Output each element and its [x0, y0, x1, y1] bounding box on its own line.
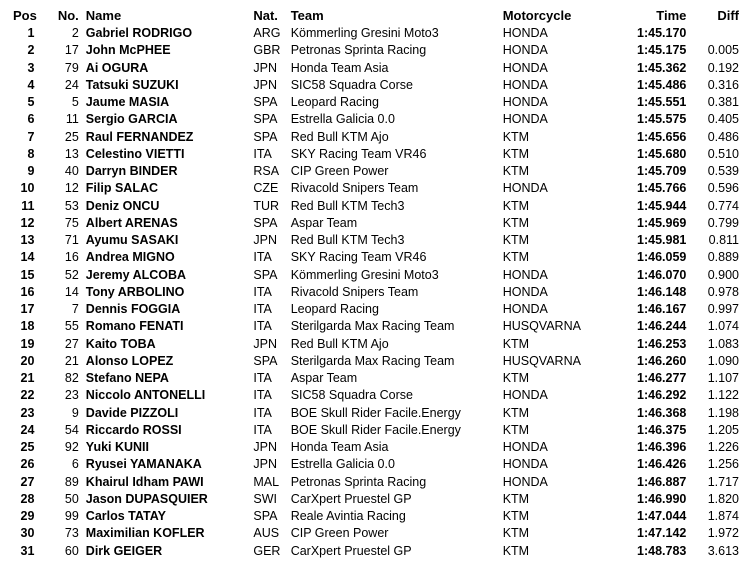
- cell-pos: 7: [27, 129, 35, 144]
- header-time: Time: [656, 8, 687, 23]
- cell-time: 1:46.375: [637, 422, 687, 437]
- cell-pos: 11: [21, 198, 35, 213]
- cell-pos: 4: [27, 77, 35, 92]
- table-row: [0, 163, 745, 180]
- cell-time: 1:46.887: [637, 474, 687, 489]
- cell-motorcycle: HUSQVARNA: [502, 353, 581, 368]
- cell-team: Red Bull KTM Tech3: [290, 198, 405, 213]
- cell-nat: JPN: [253, 457, 277, 472]
- cell-pos: 28: [20, 491, 35, 506]
- cell-pos: 3: [27, 60, 35, 75]
- cell-team: Leopard Racing: [290, 302, 379, 317]
- cell-nat: SWI: [253, 491, 277, 506]
- cell-no: 55: [64, 319, 79, 334]
- cell-nat: JPN: [253, 60, 277, 75]
- cell-no: 54: [64, 422, 79, 437]
- header-nat: Nat.: [253, 8, 278, 23]
- cell-motorcycle: KTM: [502, 526, 530, 541]
- cell-diff: 0.405: [707, 112, 739, 127]
- cell-no: 16: [64, 250, 79, 265]
- cell-no: 6: [71, 457, 79, 472]
- cell-name: Filip SALAC: [85, 181, 159, 196]
- cell-no: 52: [64, 267, 79, 282]
- cell-name: Alonso LOPEZ: [85, 353, 174, 368]
- cell-nat: ITA: [253, 146, 272, 161]
- table-row: [0, 25, 745, 42]
- cell-nat: SPA: [253, 129, 278, 144]
- cell-name: Tatsuki SUZUKI: [85, 77, 179, 92]
- cell-name: Davide PIZZOLI: [85, 405, 179, 420]
- cell-no: 11: [65, 112, 79, 127]
- table-row: [0, 543, 745, 560]
- cell-no: 27: [64, 336, 79, 351]
- cell-diff: 1.122: [707, 388, 739, 403]
- header-team: Team: [290, 8, 324, 23]
- cell-pos: 21: [20, 371, 35, 386]
- cell-diff: 1.226: [707, 440, 739, 455]
- cell-no: 12: [64, 181, 79, 196]
- table-row: [0, 146, 745, 163]
- cell-no: 89: [64, 474, 79, 489]
- cell-team: Honda Team Asia: [290, 440, 389, 455]
- cell-motorcycle: HONDA: [502, 112, 548, 127]
- cell-pos: 31: [20, 543, 35, 558]
- cell-diff: 0.596: [707, 181, 739, 196]
- cell-nat: ITA: [253, 371, 272, 386]
- cell-diff: 0.774: [707, 198, 739, 213]
- cell-pos: 27: [20, 474, 35, 489]
- cell-no: 92: [64, 440, 79, 455]
- cell-motorcycle: HONDA: [502, 60, 548, 75]
- cell-pos: 5: [27, 95, 35, 110]
- table-header: [0, 6, 745, 25]
- cell-nat: ITA: [253, 284, 272, 299]
- table-row: [0, 422, 745, 439]
- table-row: [0, 387, 745, 404]
- cell-no: 50: [64, 491, 79, 506]
- cell-nat: ITA: [253, 319, 272, 334]
- table-row: [0, 249, 745, 266]
- cell-motorcycle: HONDA: [502, 26, 548, 41]
- cell-diff: 1.074: [707, 319, 739, 334]
- cell-nat: ARG: [253, 26, 281, 41]
- cell-pos: 9: [27, 164, 35, 179]
- cell-diff: 0.799: [707, 215, 739, 230]
- cell-team: Honda Team Asia: [290, 60, 389, 75]
- cell-name: Jaume MASIA: [85, 95, 170, 110]
- cell-time: 1:45.551: [637, 95, 687, 110]
- cell-time: 1:45.362: [637, 60, 687, 75]
- cell-nat: CZE: [253, 181, 279, 196]
- cell-no: 21: [64, 353, 79, 368]
- cell-pos: 20: [20, 353, 35, 368]
- cell-name: Niccolo ANTONELLI: [85, 388, 206, 403]
- cell-no: 7: [71, 302, 79, 317]
- cell-nat: AUS: [253, 526, 280, 541]
- table-row: [0, 370, 745, 387]
- cell-name: Yuki KUNII: [85, 440, 150, 455]
- cell-nat: SPA: [253, 509, 278, 524]
- table-row: [0, 60, 745, 77]
- cell-time: 1:46.244: [637, 319, 687, 334]
- cell-name: Riccardo ROSSI: [85, 422, 182, 437]
- cell-team: Red Bull KTM Ajo: [290, 336, 389, 351]
- cell-pos: 13: [20, 233, 35, 248]
- cell-nat: ITA: [253, 422, 272, 437]
- cell-diff: 1.205: [707, 422, 739, 437]
- table-body: [0, 25, 745, 560]
- cell-team: Estrella Galicia 0.0: [290, 457, 395, 472]
- cell-team: Aspar Team: [290, 215, 358, 230]
- cell-time: 1:46.426: [637, 457, 687, 472]
- cell-motorcycle: KTM: [502, 129, 530, 144]
- table-row: [0, 525, 745, 542]
- cell-motorcycle: HUSQVARNA: [502, 319, 581, 334]
- cell-team: SIC58 Squadra Corse: [290, 77, 413, 92]
- cell-motorcycle: KTM: [502, 491, 530, 506]
- cell-no: 75: [64, 215, 79, 230]
- cell-pos: 8: [27, 146, 35, 161]
- table-row: [0, 301, 745, 318]
- cell-pos: 1: [27, 26, 35, 41]
- table-row: [0, 77, 745, 94]
- cell-diff: 1.972: [707, 526, 739, 541]
- cell-no: 60: [64, 543, 79, 558]
- cell-team: Petronas Sprinta Racing: [290, 43, 427, 58]
- cell-team: Sterilgarda Max Racing Team: [290, 319, 455, 334]
- cell-team: Kömmerling Gresini Moto3: [290, 267, 439, 282]
- cell-name: Jeremy ALCOBA: [85, 267, 187, 282]
- cell-time: 1:46.260: [637, 353, 687, 368]
- cell-diff: 1.083: [707, 336, 739, 351]
- cell-pos: 19: [20, 336, 35, 351]
- cell-diff: 0.539: [707, 164, 739, 179]
- cell-no: 13: [64, 146, 79, 161]
- cell-team: BOE Skull Rider Facile.Energy: [290, 422, 461, 437]
- cell-nat: SPA: [253, 215, 278, 230]
- cell-motorcycle: KTM: [502, 543, 530, 558]
- cell-name: Maximilian KOFLER: [85, 526, 205, 541]
- cell-pos: 14: [20, 250, 35, 265]
- cell-team: CarXpert Pruestel GP: [290, 543, 412, 558]
- cell-pos: 6: [27, 112, 35, 127]
- cell-name: Celestino VIETTI: [85, 146, 185, 161]
- cell-name: Andrea MIGNO: [85, 250, 175, 265]
- cell-pos: 16: [20, 284, 35, 299]
- table-row: [0, 456, 745, 473]
- cell-nat: ITA: [253, 250, 272, 265]
- cell-pos: 2: [27, 43, 35, 58]
- cell-name: John McPHEE: [85, 43, 171, 58]
- cell-no: 17: [64, 43, 79, 58]
- cell-name: Tony ARBOLINO: [85, 284, 185, 299]
- header-no: No.: [57, 8, 79, 23]
- cell-name: Carlos TATAY: [85, 509, 166, 524]
- cell-motorcycle: KTM: [502, 233, 530, 248]
- table-row: [0, 353, 745, 370]
- cell-team: Petronas Sprinta Racing: [290, 474, 427, 489]
- cell-time: 1:45.944: [637, 198, 687, 213]
- cell-time: 1:46.167: [637, 302, 687, 317]
- cell-pos: 23: [20, 405, 35, 420]
- cell-time: 1:45.680: [637, 146, 687, 161]
- header-name: Name: [85, 8, 122, 23]
- cell-motorcycle: KTM: [502, 250, 530, 265]
- cell-motorcycle: KTM: [502, 509, 530, 524]
- cell-time: 1:45.486: [637, 77, 687, 92]
- cell-motorcycle: KTM: [502, 422, 530, 437]
- table-row: [0, 198, 745, 215]
- cell-name: Jason DUPASQUIER: [85, 491, 208, 506]
- cell-time: 1:45.766: [637, 181, 687, 196]
- table-row: [0, 267, 745, 284]
- cell-name: Kaito TOBA: [85, 336, 156, 351]
- cell-diff: 0.486: [707, 129, 739, 144]
- cell-no: 25: [64, 129, 79, 144]
- cell-diff: 3.613: [707, 543, 739, 558]
- cell-pos: 30: [20, 526, 35, 541]
- table-row: [0, 215, 745, 232]
- cell-name: Gabriel RODRIGO: [85, 26, 193, 41]
- cell-team: Leopard Racing: [290, 95, 379, 110]
- cell-time: 1:46.396: [637, 440, 687, 455]
- cell-time: 1:46.070: [637, 267, 687, 282]
- cell-diff: 0.510: [707, 146, 739, 161]
- cell-motorcycle: HONDA: [502, 474, 548, 489]
- cell-pos: 18: [20, 319, 35, 334]
- cell-time: 1:45.575: [637, 112, 687, 127]
- header-pos: Pos: [13, 8, 37, 23]
- table-row: [0, 111, 745, 128]
- results-table: [0, 6, 745, 560]
- cell-motorcycle: HONDA: [502, 267, 548, 282]
- cell-pos: 10: [20, 181, 35, 196]
- cell-team: Estrella Galicia 0.0: [290, 112, 395, 127]
- cell-name: Dirk GEIGER: [85, 543, 163, 558]
- cell-motorcycle: KTM: [502, 371, 530, 386]
- cell-nat: SPA: [253, 95, 278, 110]
- cell-time: 1:46.368: [637, 405, 687, 420]
- cell-time: 1:46.292: [637, 388, 687, 403]
- cell-nat: MAL: [253, 474, 280, 489]
- table-row: [0, 180, 745, 197]
- cell-time: 1:48.783: [637, 543, 687, 558]
- table-row: [0, 318, 745, 335]
- cell-team: Rivacold Snipers Team: [290, 181, 419, 196]
- cell-time: 1:46.148: [637, 284, 687, 299]
- cell-time: 1:46.277: [637, 371, 687, 386]
- table-row: [0, 129, 745, 146]
- cell-no: 82: [64, 371, 79, 386]
- cell-diff: 1.107: [707, 371, 739, 386]
- table-row: [0, 405, 745, 422]
- cell-nat: TUR: [253, 198, 280, 213]
- cell-no: 99: [64, 509, 79, 524]
- cell-pos: 25: [20, 440, 35, 455]
- table-row: [0, 284, 745, 301]
- cell-team: SKY Racing Team VR46: [290, 146, 427, 161]
- cell-diff: 0.811: [708, 233, 739, 248]
- cell-motorcycle: HONDA: [502, 43, 548, 58]
- cell-no: 79: [64, 60, 79, 75]
- cell-nat: ITA: [253, 302, 272, 317]
- cell-nat: RSA: [253, 164, 280, 179]
- cell-name: Dennis FOGGIA: [85, 302, 181, 317]
- cell-time: 1:45.981: [637, 233, 687, 248]
- cell-name: Stefano NEPA: [85, 371, 169, 386]
- cell-team: Red Bull KTM Ajo: [290, 129, 389, 144]
- cell-diff: 0.316: [707, 77, 739, 92]
- cell-time: 1:47.142: [637, 526, 687, 541]
- cell-team: CarXpert Pruestel GP: [290, 491, 412, 506]
- cell-team: SKY Racing Team VR46: [290, 250, 427, 265]
- table-row: [0, 42, 745, 59]
- cell-pos: 29: [20, 509, 35, 524]
- cell-nat: GBR: [253, 43, 281, 58]
- cell-no: 9: [71, 405, 79, 420]
- table-row: [0, 474, 745, 491]
- cell-no: 14: [64, 284, 79, 299]
- cell-name: Sergio GARCIA: [85, 112, 178, 127]
- cell-motorcycle: HONDA: [502, 302, 548, 317]
- cell-diff: 0.889: [707, 250, 739, 265]
- cell-time: 1:45.969: [637, 215, 687, 230]
- cell-nat: ITA: [253, 405, 272, 420]
- header-motorcycle: Motorcycle: [502, 8, 572, 23]
- cell-nat: JPN: [253, 233, 277, 248]
- table-row: [0, 94, 745, 111]
- cell-no: 53: [64, 198, 79, 213]
- cell-diff: 1.256: [707, 457, 739, 472]
- cell-motorcycle: KTM: [502, 198, 530, 213]
- cell-motorcycle: HONDA: [502, 181, 548, 196]
- cell-team: CIP Green Power: [290, 164, 389, 179]
- cell-nat: SPA: [253, 267, 278, 282]
- cell-team: BOE Skull Rider Facile.Energy: [290, 405, 461, 420]
- cell-team: CIP Green Power: [290, 526, 389, 541]
- cell-diff: 0.997: [707, 302, 739, 317]
- cell-team: Red Bull KTM Tech3: [290, 233, 405, 248]
- cell-no: 73: [64, 526, 79, 541]
- cell-team: Rivacold Snipers Team: [290, 284, 419, 299]
- cell-motorcycle: KTM: [502, 215, 530, 230]
- cell-time: 1:45.175: [637, 43, 687, 58]
- cell-no: 23: [64, 388, 79, 403]
- cell-name: Ai OGURA: [85, 60, 149, 75]
- cell-diff: 0.978: [707, 284, 739, 299]
- table-row: [0, 232, 745, 249]
- cell-nat: JPN: [253, 440, 277, 455]
- cell-time: 1:47.044: [637, 509, 687, 524]
- cell-name: Romano FENATI: [85, 319, 184, 334]
- cell-no: 40: [64, 164, 79, 179]
- cell-diff: 0.005: [707, 43, 739, 58]
- cell-time: 1:45.709: [637, 164, 687, 179]
- cell-no: 71: [64, 233, 79, 248]
- cell-name: Khairul Idham PAWI: [85, 474, 204, 489]
- cell-time: 1:45.656: [637, 129, 687, 144]
- cell-diff: 1.198: [707, 405, 739, 420]
- cell-nat: JPN: [253, 77, 277, 92]
- cell-motorcycle: HONDA: [502, 440, 548, 455]
- cell-motorcycle: HONDA: [502, 388, 548, 403]
- cell-time: 1:46.253: [637, 336, 687, 351]
- cell-nat: SPA: [253, 112, 278, 127]
- cell-pos: 22: [20, 388, 35, 403]
- header-diff: Diff: [717, 8, 739, 23]
- cell-motorcycle: KTM: [502, 164, 530, 179]
- cell-pos: 12: [20, 215, 35, 230]
- cell-motorcycle: KTM: [502, 336, 530, 351]
- cell-diff: 1.717: [707, 474, 739, 489]
- cell-nat: ITA: [253, 388, 272, 403]
- cell-pos: 17: [20, 302, 35, 317]
- cell-motorcycle: HONDA: [502, 457, 548, 472]
- cell-diff: 0.900: [707, 267, 739, 282]
- cell-motorcycle: HONDA: [502, 77, 548, 92]
- cell-motorcycle: KTM: [502, 405, 530, 420]
- cell-name: Deniz ONCU: [85, 198, 160, 213]
- table-row: [0, 439, 745, 456]
- cell-team: Sterilgarda Max Racing Team: [290, 353, 455, 368]
- cell-diff: 0.192: [707, 60, 739, 75]
- cell-time: 1:46.990: [637, 491, 687, 506]
- cell-diff: 1.090: [707, 353, 739, 368]
- cell-nat: SPA: [253, 353, 278, 368]
- cell-time: 1:45.170: [637, 26, 687, 41]
- cell-nat: JPN: [253, 336, 277, 351]
- cell-name: Ryusei YAMANAKA: [85, 457, 202, 472]
- cell-diff: 0.381: [707, 95, 739, 110]
- cell-team: Reale Avintia Racing: [290, 509, 406, 524]
- cell-diff: [686, 25, 745, 42]
- table-row: [0, 491, 745, 508]
- cell-motorcycle: HONDA: [502, 284, 548, 299]
- cell-pos: 26: [20, 457, 35, 472]
- cell-time: 1:46.059: [637, 250, 687, 265]
- table-row: [0, 508, 745, 525]
- cell-team: Kömmerling Gresini Moto3: [290, 26, 439, 41]
- cell-name: Darryn BINDER: [85, 164, 178, 179]
- cell-motorcycle: HONDA: [502, 95, 548, 110]
- cell-nat: GER: [253, 543, 281, 558]
- cell-pos: 24: [20, 422, 35, 437]
- cell-name: Raul FERNANDEZ: [85, 129, 194, 144]
- cell-diff: 1.820: [707, 491, 739, 506]
- cell-team: Aspar Team: [290, 371, 358, 386]
- cell-name: Albert ARENAS: [85, 215, 178, 230]
- cell-no: 2: [71, 26, 79, 41]
- cell-team: SIC58 Squadra Corse: [290, 388, 413, 403]
- cell-name: Ayumu SASAKI: [85, 233, 179, 248]
- header-row: [0, 6, 745, 25]
- cell-motorcycle: KTM: [502, 146, 530, 161]
- cell-pos: 15: [20, 267, 35, 282]
- cell-no: 24: [64, 77, 79, 92]
- cell-diff: 1.874: [707, 509, 739, 524]
- table-row: [0, 336, 745, 353]
- cell-no: 5: [71, 95, 79, 110]
